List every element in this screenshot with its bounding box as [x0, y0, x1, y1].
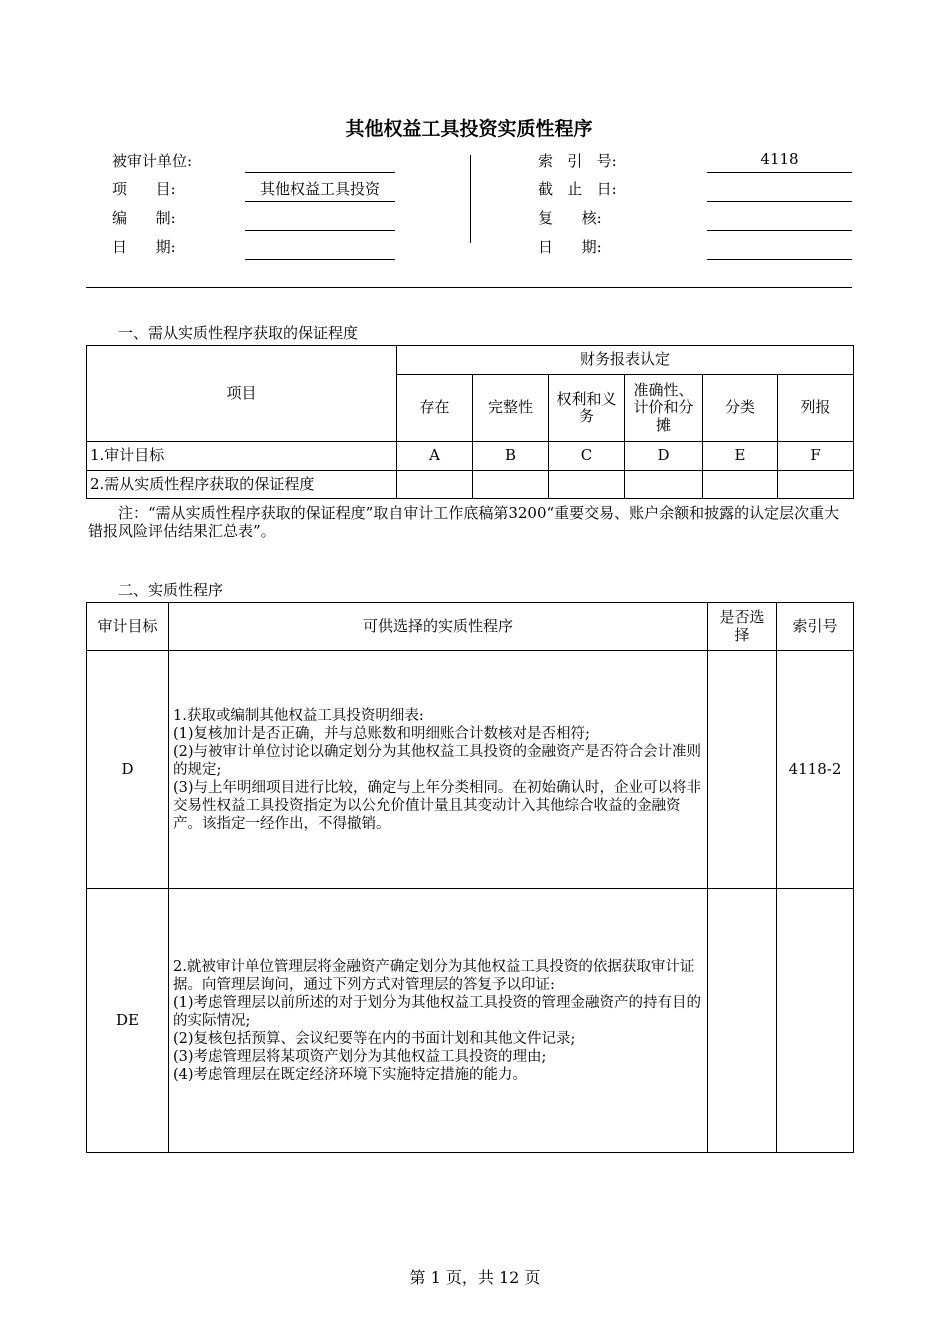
section1-note: 注：“需从实质性程序获取的保证程度”取自审计工作底稿第3200“重要交易、账户余额和披露的认定层次重大错报风险评估结果汇总表”。	[88, 504, 840, 540]
assertion-valuation: 准确性、计价和分摊	[625, 375, 703, 442]
assertion-rights: 权利和义务	[549, 375, 625, 442]
procedure-line: (3)与上年明细项目进行比较，确定与上年分类相同。在初始确认时，企业可以将非交易性权益工具投资指定为以公允价值计量且其变动计入其他综合收益的金融资产。该指定一经作出，不得撤销。	[173, 779, 702, 832]
header-underline	[707, 230, 852, 231]
section2-heading: 二、实质性程序	[118, 581, 224, 599]
table-cell: B	[473, 442, 549, 471]
procedure-line: (4)考虑管理层在既定经济环境下实施特定措施的能力。	[173, 1066, 528, 1083]
row-label: 2.需从实质性程序获取的保证程度	[87, 471, 397, 499]
header-label-index: 索 引 号:	[538, 152, 617, 170]
table-cell[interactable]	[778, 471, 854, 499]
procedure-index: 4118-2	[777, 651, 854, 889]
assurance-table	[86, 345, 854, 499]
row-label: 1.审计目标	[87, 442, 397, 471]
header-value-item[interactable]: 其他权益工具投资	[259, 180, 380, 198]
procedure-text	[169, 889, 708, 1153]
table-cell: A	[397, 442, 473, 471]
assertion-classification: 分类	[703, 375, 778, 442]
procedure-objective: DE	[87, 889, 169, 1153]
table-cell[interactable]	[549, 471, 625, 499]
header-underline	[245, 230, 395, 231]
procedure-line: (1)考虑管理层以前所述的对于划分为其他权益工具投资的管理金融资产的持有目的的实际情况;	[173, 994, 702, 1029]
header-label-reviewer: 复 核:	[538, 209, 602, 227]
header-underline	[245, 201, 395, 202]
header-underline	[707, 259, 852, 260]
header-label-date: 日 期:	[112, 238, 176, 256]
table-cell[interactable]	[473, 471, 549, 499]
procedures-table	[86, 602, 854, 1153]
assertion-presentation: 列报	[778, 375, 854, 442]
header-divider	[470, 155, 471, 243]
table-cell: F	[778, 442, 854, 471]
page-footer: 第 1 页，共 12 页	[409, 1268, 541, 1287]
col-header-objective: 审计目标	[87, 603, 169, 651]
procedure-text	[169, 651, 708, 889]
assertion-completeness: 完整性	[473, 375, 549, 442]
header-label-preparer: 编 制:	[112, 209, 176, 227]
header-label-item: 项 目:	[112, 180, 176, 198]
header-underline	[245, 172, 395, 173]
section1-heading: 一、需从实质性程序获取的保证程度	[118, 324, 359, 342]
table-cell: C	[549, 442, 625, 471]
col-header-index: 索引号	[777, 603, 854, 651]
procedure-index	[777, 889, 854, 1153]
assertion-existence: 存在	[397, 375, 473, 442]
header-underline	[707, 201, 852, 202]
header-underline	[707, 172, 852, 173]
assertion-group-header: 财务报表认定	[397, 346, 854, 375]
procedure-line: (1)复核加计是否正确，并与总账数和明细账合计数核对是否相符;	[173, 725, 590, 742]
procedure-line: (3)考虑管理层将某项资产划分为其他权益工具投资的理由;	[173, 1048, 547, 1065]
header-underline	[245, 259, 395, 260]
header-label-entity: 被审计单位:	[112, 152, 193, 170]
table-cell[interactable]	[625, 471, 703, 499]
table-cell: E	[703, 442, 778, 471]
procedure-line: (2)复核包括预算、会议纪要等在内的书面计划和其他文件记录;	[173, 1030, 576, 1047]
item-header: 项目	[87, 346, 397, 442]
table-cell[interactable]	[703, 471, 778, 499]
table-cell: D	[625, 442, 703, 471]
col-header-procedure: 可供选择的实质性程序	[169, 603, 708, 651]
procedure-line: 2.就被审计单位管理层将金融资产确定划分为其他权益工具投资的依据获取审计证据。向管理层询问，通过下列方式对管理层的答复予以印证:	[173, 958, 695, 993]
procedure-selected[interactable]	[708, 651, 777, 889]
page-title: 其他权益工具投资实质性程序	[345, 118, 593, 140]
header-label-cutoff: 截 止 日:	[538, 180, 617, 198]
procedure-objective: D	[87, 651, 169, 889]
header-value-index[interactable]: 4118	[760, 150, 799, 168]
col-header-selected: 是否选择	[708, 603, 777, 651]
procedure-selected[interactable]	[708, 889, 777, 1153]
procedure-line: (2)与被审计单位讨论以确定划分为其他权益工具投资的金融资产是否符合会计准则的规定;	[173, 743, 702, 778]
procedure-line: 1.获取或编制其他权益工具投资明细表:	[173, 707, 424, 724]
header-rule	[86, 287, 852, 288]
header-label-review-date: 日 期:	[538, 238, 602, 256]
table-cell[interactable]	[397, 471, 473, 499]
